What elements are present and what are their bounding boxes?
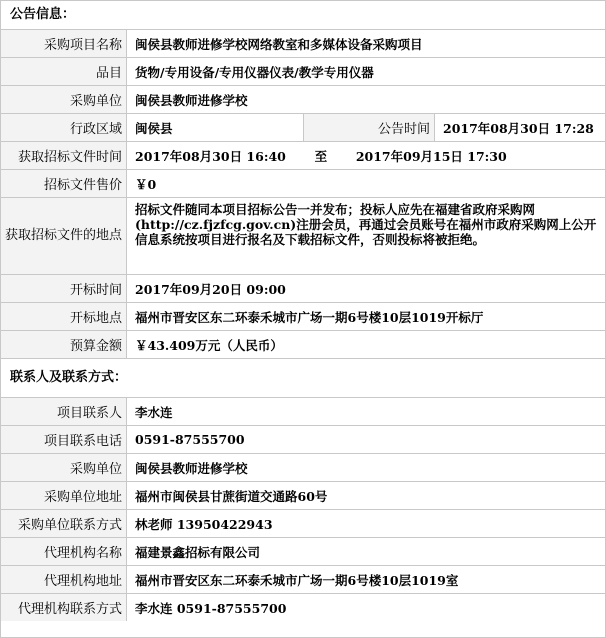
value-open-place: 福州市晋安区东二环泰禾城市广场一期6号楼10层1019开标厅: [135, 309, 484, 325]
contact-section-title: 联系人及联系方式：: [1, 359, 605, 398]
label-district: 行政区域: [1, 114, 127, 141]
value-agency-contact: 李水连 0591-87555700: [135, 600, 287, 616]
value-project-contact: 李水连: [135, 404, 173, 420]
label-category: 品目: [1, 58, 127, 85]
label-budget: 预算金额: [1, 331, 127, 358]
obtain-start: 2017年08月30日 16:40: [135, 148, 286, 164]
row-district: [1, 114, 605, 142]
label-purchaser: 采购单位: [1, 86, 127, 113]
row-agency-address: [1, 566, 605, 594]
row-budget: [1, 331, 605, 359]
row-agency-contact: [1, 594, 605, 621]
row-project-contact: [1, 398, 605, 426]
row-agency-name: [1, 538, 605, 566]
value-open-time: 2017年09月20日 09:00: [135, 281, 286, 297]
label-project-name: 采购项目名称: [1, 30, 127, 57]
row-obtain-time: [1, 142, 605, 170]
value-district: 闽侯县: [135, 120, 173, 136]
label-purchaser-contact: 采购单位联系方式: [1, 510, 127, 537]
label-obtain-time: 获取招标文件时间: [1, 142, 127, 169]
value-project-name: 闽侯县教师进修学校网络教室和多媒体设备采购项目: [135, 36, 423, 52]
value-publish-time: 2017年08月30日 17:28: [443, 120, 594, 136]
value-contact-purchaser: 闽侯县教师进修学校: [135, 460, 248, 476]
obtain-end: 2017年09月15日 17:30: [355, 148, 507, 164]
obtain-to: 至: [314, 148, 328, 164]
label-project-phone: 项目联系电话: [1, 426, 127, 453]
label-publish-time: 公告时间: [303, 114, 435, 141]
row-purchaser-contact: [1, 510, 605, 538]
row-category: [1, 58, 605, 86]
label-price: 招标文件售价: [1, 170, 127, 197]
value-purchaser-address: 福州市闽侯县甘蔗街道交通路60号: [135, 488, 328, 504]
label-purchaser-address: 采购单位地址: [1, 482, 127, 509]
label-open-place: 开标地点: [1, 303, 127, 330]
row-project-name: [1, 30, 605, 58]
value-price: ￥0: [135, 176, 157, 192]
row-open-place: [1, 303, 605, 331]
row-purchaser: [1, 86, 605, 114]
label-agency-name: 代理机构名称: [1, 538, 127, 565]
value-purchaser-contact: 林老师 13950422943: [135, 516, 273, 532]
row-open-time: [1, 275, 605, 303]
label-obtain-place: 获取招标文件的地点: [1, 198, 127, 274]
row-price: [1, 170, 605, 198]
value-purchaser: 闽侯县教师进修学校: [135, 92, 248, 108]
value-category: 货物/专用设备/专用仪器仪表/教学专用仪器: [135, 64, 374, 80]
row-purchaser-address: [1, 482, 605, 510]
value-budget: ￥43.409万元（人民币）: [135, 337, 283, 353]
row-contact-purchaser: [1, 454, 605, 482]
label-project-contact: 项目联系人: [1, 398, 127, 425]
announcement-section-title: 公告信息：: [1, 1, 605, 30]
label-open-time: 开标时间: [1, 275, 127, 302]
value-agency-address: 福州市晋安区东二环泰禾城市广场一期6号楼10层1019室: [135, 572, 459, 588]
value-obtain-place: 招标文件随同本项目招标公告一并发布；投标人应先在福建省政府采购网(http://cz.fjzfcg.gov.cn)注册会员，再通过会员账号在福州市政府采购网上公开信息系统按项目进行报名及下载招标文件，否则投标将被拒绝。: [135, 202, 597, 247]
value-obtain-time: [127, 142, 605, 169]
label-agency-address: 代理机构地址: [1, 566, 127, 593]
row-obtain-place: [1, 198, 605, 275]
row-project-phone: [1, 426, 605, 454]
label-contact-purchaser: 采购单位: [1, 454, 127, 481]
label-agency-contact: 代理机构联系方式: [1, 594, 127, 621]
value-project-phone: 0591-87555700: [135, 432, 245, 447]
value-agency-name: 福建景鑫招标有限公司: [135, 544, 261, 560]
